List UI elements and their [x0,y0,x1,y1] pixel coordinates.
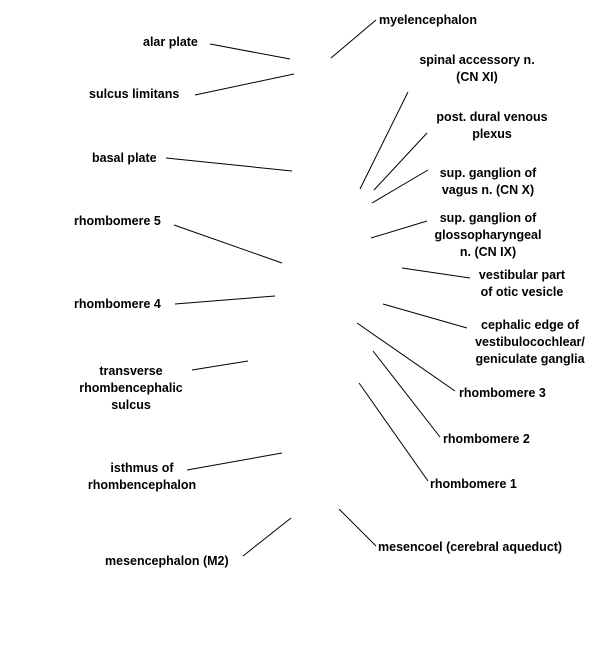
label-sup-ganglion-vagus-line1: sup. ganglion of [439,166,537,180]
leader-rhombomere1 [359,383,428,481]
leader-rhombomere5 [174,225,282,263]
label-alar-plate: alar plate [143,35,198,49]
leader-rhombomere3 [357,323,455,391]
label-sup-ganglion-glosso [420,210,556,261]
label-mesencoel: mesencoel (cerebral aqueduct) [378,540,563,554]
label-rhombomere2: rhombomere 2 [443,432,530,446]
leader-rhombomere4 [175,296,275,304]
label-sulcus-limitans: sulcus limitans [89,87,180,101]
label-transverse-line1: transverse [99,364,163,378]
label-sup-ganglion-glosso-line3: n. (CN IX) [459,245,517,259]
leader-spinal-accessory [360,92,408,189]
leader-mesencoel [339,509,376,546]
leader-rhombomere2 [373,351,440,437]
label-sup-ganglion-vagus-line2: vagus n. (CN X) [441,183,535,197]
leader-basal-plate [166,158,292,171]
label-spinal-accessory-line2: (CN XI) [456,70,498,84]
label-sup-ganglion-glosso-line2: glossopharyngeal [434,228,542,242]
label-myelencephalon: myelencephalon [379,13,477,27]
label-vestibular-part-line2: of otic vesicle [480,285,564,299]
leader-post-dural [374,133,427,190]
label-cephalic-edge-line2: vestibulocochlear/ [475,335,585,349]
label-post-dural [424,109,560,143]
label-rhombomere4: rhombomere 4 [74,297,161,311]
label-transverse-line2: rhombencephalic [79,381,183,395]
label-rhombomere1: rhombomere 1 [430,477,517,491]
label-sup-ganglion-vagus [424,165,552,199]
leader-vestibular-part [402,268,470,278]
label-isthmus [72,460,212,494]
label-post-dural-line2: plexus [472,127,512,141]
leader-cephalic-edge [383,304,467,328]
label-cephalic-edge [462,317,598,368]
label-vestibular-part-line1: vestibular part [478,268,566,282]
leader-transverse [192,361,248,370]
label-rhombomere5: rhombomere 5 [74,214,161,228]
label-rhombomere3: rhombomere 3 [459,386,546,400]
leader-alar-plate [210,44,290,59]
label-isthmus-line2: rhombencephalon [87,478,197,492]
label-spinal-accessory-line1: spinal accessory n. [419,53,535,67]
label-sup-ganglion-glosso-line1: sup. ganglion of [439,211,537,225]
label-cephalic-edge-line3: geniculate ganglia [475,352,585,366]
leader-sup-ganglion-glosso [371,221,427,238]
label-transverse [70,363,192,414]
label-mesencephalon: mesencephalon (M2) [105,554,229,568]
leader-mesencephalon [243,518,291,556]
leader-myelencephalon [331,20,376,58]
leader-sulcus-limitans [195,74,294,95]
label-post-dural-line1: post. dural venous [436,110,548,124]
leader-sup-ganglion-vagus [372,170,428,203]
label-cephalic-edge-line1: cephalic edge of [481,318,579,332]
label-isthmus-line1: isthmus of [110,461,174,475]
label-spinal-accessory [407,52,547,86]
label-transverse-line3: sulcus [111,398,151,412]
label-basal-plate: basal plate [92,151,157,165]
label-vestibular-part [467,267,577,301]
